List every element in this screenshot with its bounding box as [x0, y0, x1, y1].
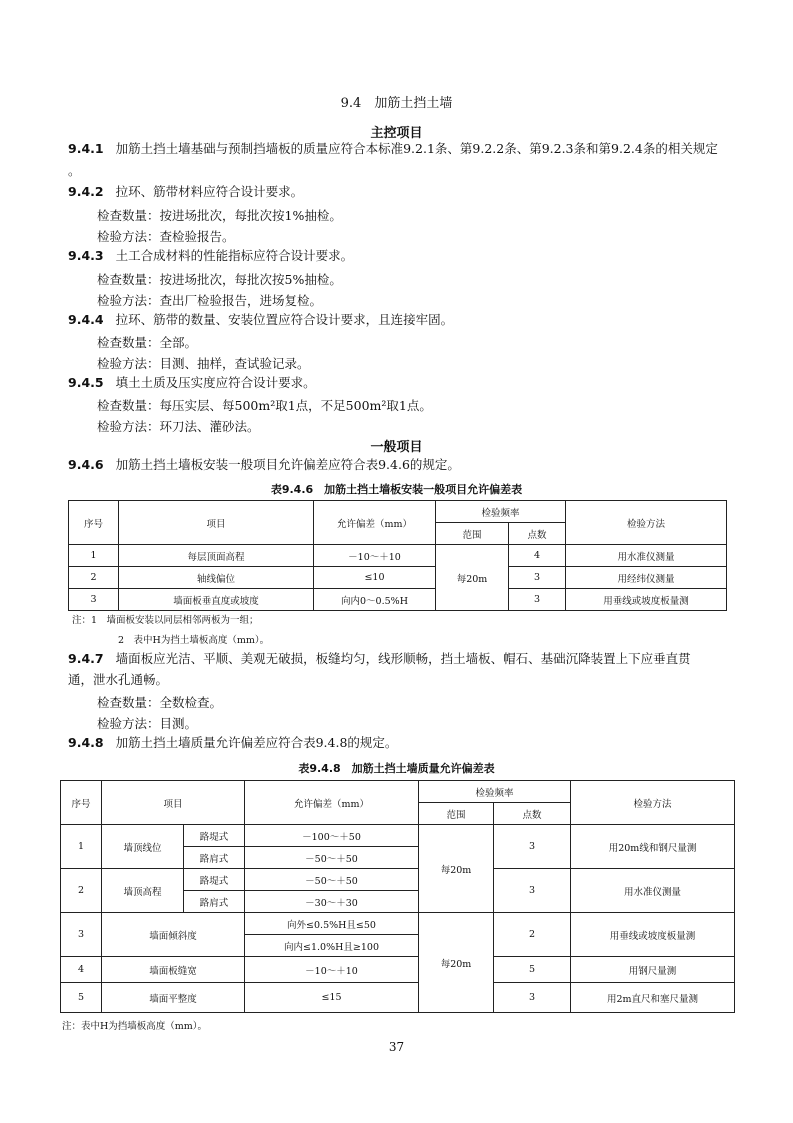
header-no: 序号: [69, 501, 119, 545]
table-9-4-8-note: 注：表中H为挡墙板高度（mm）。: [62, 1021, 208, 1032]
table-row: 3 墙面倾斜度 向外≤0.5%H且≤50 每20m 2 用垂线或坡度板量测: [61, 913, 735, 935]
table-9-4-8-title: 表9.4.8 加筋土挡土墙质量允许偏差表: [298, 762, 495, 775]
main-items-heading: 主控项目: [370, 126, 423, 141]
clause-9-4-2: 9.4.2 拉环、筋带材料应符合设计要求。: [68, 184, 304, 199]
clause-9-4-8: 9.4.8 加筋土挡土墙质量允许偏差应符合表9.4.8的规定。: [68, 735, 398, 750]
table-row: 路肩式 －30～＋30: [61, 891, 735, 913]
clause-9-4-4-method: 检验方法：目测、抽样，查试验记录。: [97, 356, 310, 371]
general-items-heading: 一般项目: [370, 440, 423, 455]
clause-9-4-1: 9.4.1 加筋土挡土墙基础与预制挡墙板的质量应符合本标准9.2.1条、第9.2.2条、第9.2.3条和第9.2.4条的相关规定: [68, 141, 718, 156]
clause-9-4-5: 9.4.5 填土土质及压实度应符合设计要求。: [68, 375, 316, 390]
range-merged-b: 每20m: [419, 913, 494, 1013]
clause-9-4-4: 9.4.4 拉环、筋带的数量、安装位置应符合设计要求，且连接牢固。: [68, 312, 454, 327]
table-9-4-6-title: 表9.4.6 加筋土挡土墙板安装一般项目允许偏差表: [270, 483, 523, 496]
clause-9-4-5-method: 检验方法：环刀法、灌砂法。: [97, 419, 260, 434]
header-method: 检验方法: [571, 781, 735, 825]
clause-9-4-7: 9.4.7 墙面板应光洁、平顺、美观无破损，板缝均匀，线形顺畅，挡土墙板、帽石、基础沉降装置上下应垂直贯: [68, 651, 691, 666]
header-frequency: 检验频率: [436, 501, 566, 523]
table-row: 1 每层顶面高程 －10～＋10 每20m 4 用水准仪测量: [69, 545, 727, 567]
table-row: 2 轴线偏位 ≤10 3 用经纬仪测量: [69, 567, 727, 589]
range-merged-a: 每20m: [419, 825, 494, 913]
clause-9-4-7-cont: 通，泄水孔通畅。: [68, 672, 169, 687]
clause-9-4-2-method: 检验方法：查检验报告。: [97, 229, 235, 244]
clause-9-4-3-method: 检验方法：查出厂检验报告，进场复检。: [97, 293, 323, 308]
table-9-4-6: [68, 500, 727, 611]
header-points: 点数: [494, 803, 571, 825]
table-9-4-6-note-1: 注：1 墙面板安装以同层相邻两板为一组；: [72, 615, 259, 626]
header-frequency: 检验频率: [419, 781, 571, 803]
clause-9-4-6: 9.4.6 加筋土挡土墙板安装一般项目允许偏差应符合表9.4.6的规定。: [68, 457, 460, 472]
page-number: 37: [388, 1040, 405, 1054]
clause-9-4-7-qty: 检查数量：全数检查。: [97, 695, 223, 710]
table-row: 3 墙面板垂直度或坡度 向内0～0.5%H 3 用垂线或坡度板量测: [69, 589, 727, 611]
header-tolerance: 允许偏差（mm）: [314, 501, 436, 545]
header-no: 序号: [61, 781, 102, 825]
range-merged: 每20m: [436, 545, 509, 611]
table-9-4-8: [60, 780, 735, 1013]
table-row: 4 墙面板缝宽 －10～＋10 5 用钢尺量测: [61, 957, 735, 983]
clause-9-4-4-qty: 检查数量：全部。: [97, 335, 198, 350]
header-item: 项目: [119, 501, 314, 545]
table-row: 路肩式 －50～＋50: [61, 847, 735, 869]
table-row: 1 墙顶线位 路堤式 －100～＋50 每20m 3 用20m线和钢尺量测: [61, 825, 735, 847]
section-title: 9.4 加筋土挡土墙: [340, 96, 453, 111]
table-9-4-6-note-2: 2 表中H为挡土墙板高度（mm）。: [118, 635, 270, 646]
clause-9-4-3: 9.4.3 土工合成材料的性能指标应符合设计要求。: [68, 248, 354, 263]
header-points: 点数: [509, 523, 566, 545]
header-range: 范围: [419, 803, 494, 825]
clause-9-4-5-qty: 检查数量：每压实层、每500m²取1点，不足500m²取1点。: [97, 398, 432, 413]
table-row: 向内≤1.0%H且≥100: [61, 935, 735, 957]
header-tolerance: 允许偏差（mm）: [245, 781, 419, 825]
table-row: 5 墙面平整度 ≤15 3 用2m直尺和塞尺量测: [61, 983, 735, 1013]
table-row: 2 墙顶高程 路堤式 －50～＋50 3 用水准仪测量: [61, 869, 735, 891]
clause-9-4-2-qty: 检查数量：按进场批次，每批次按1%抽检。: [97, 208, 342, 223]
header-item: 项目: [102, 781, 245, 825]
clause-9-4-7-method: 检验方法：目测。: [97, 716, 198, 731]
header-range: 范围: [436, 523, 509, 545]
header-method: 检验方法: [566, 501, 727, 545]
clause-9-4-3-qty: 检查数量：按进场批次，每批次按5%抽检。: [97, 272, 342, 287]
clause-9-4-1-cont: 。: [68, 163, 81, 178]
